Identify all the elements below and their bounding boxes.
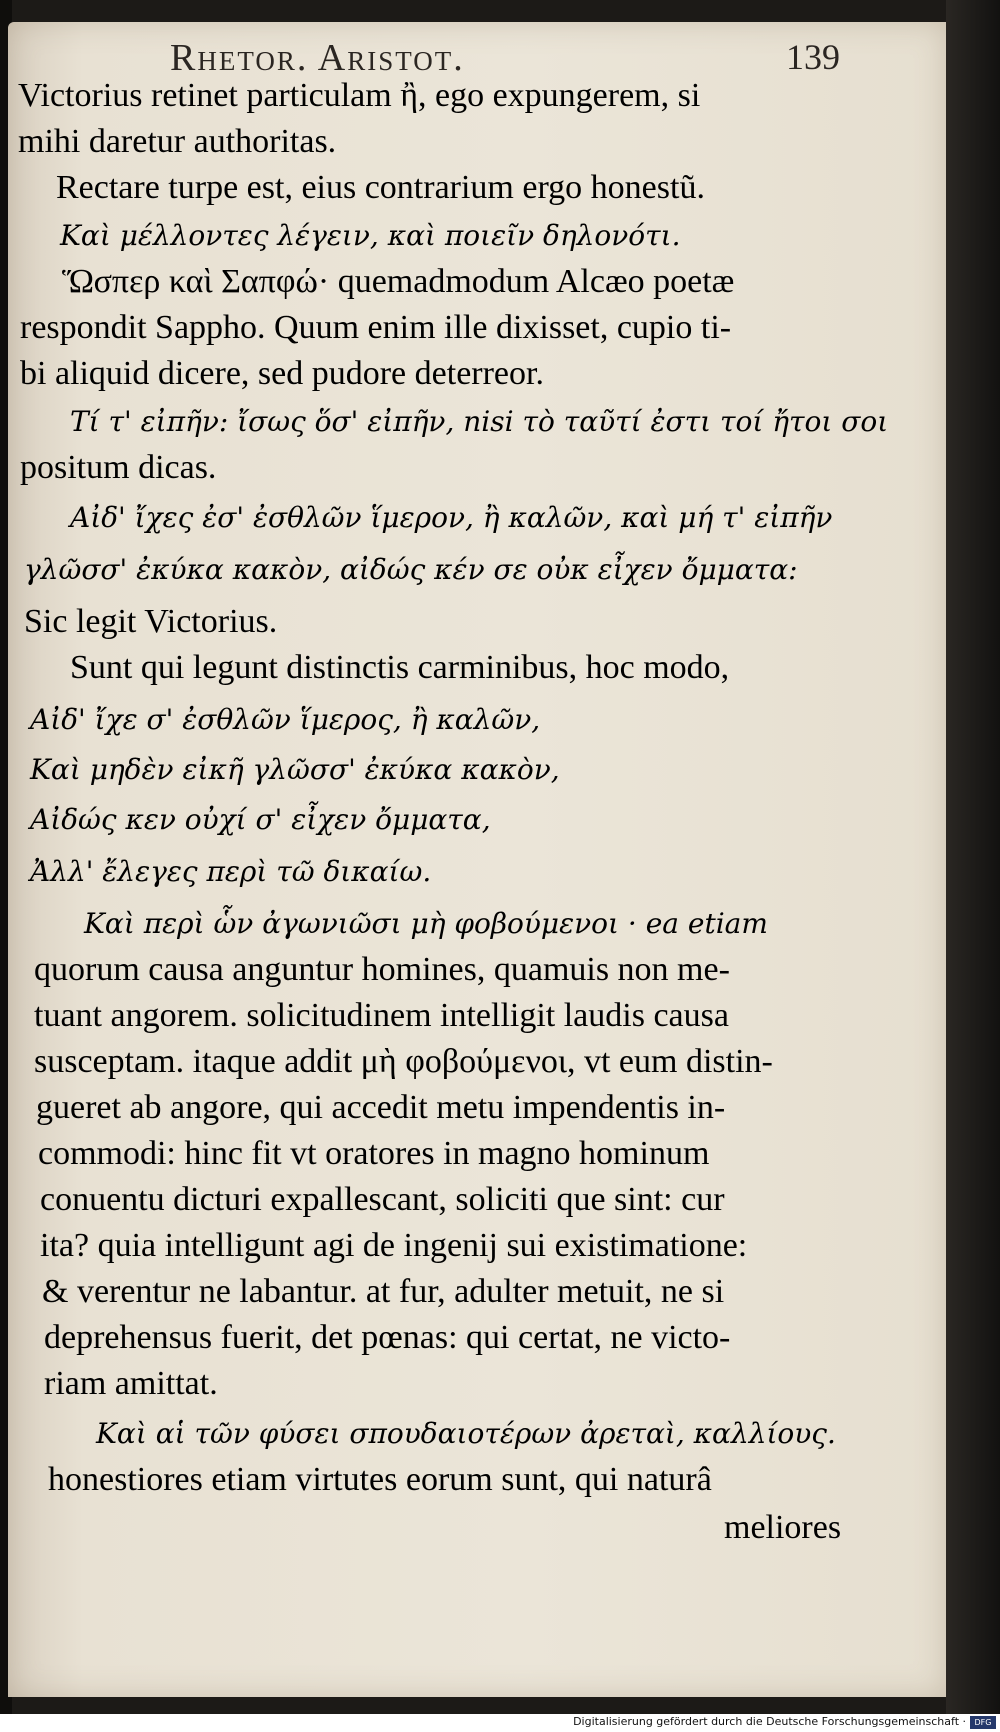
running-header (170, 36, 840, 80)
text-line: susceptam. itaque addit μὴ φοβούμενοι, vt eum distin- (34, 1043, 773, 1080)
dfg-logo: DFG (970, 1716, 996, 1729)
text-line: Sunt qui legunt distinctis carminibus, hoc modo, (70, 649, 730, 686)
text-line: commodi: hinc fit vt oratores in magno hominum (38, 1135, 710, 1172)
text-line: mihi daretur authoritas. (18, 123, 337, 160)
greek-line: γλῶσσ' ἐκύκα κακὸν, αἰδώς κέν σε οὐκ εἶχεν ὄμματα: (24, 553, 798, 586)
text-line: Sic legit Victorius. (24, 603, 278, 640)
scan-right-edge (946, 0, 1000, 1732)
funding-credit: Digitalisierung gefördert durch die Deutsche Forschungsgemeinschaft · (573, 1715, 966, 1728)
greek-verse-line: Αἰδ' ἴχε σ' ἐσθλῶν ἵμερος, ἢ καλῶν, (30, 703, 541, 736)
text-line: quorum causa anguntur homines, quamuis non me- (34, 951, 730, 988)
text-line: bi aliquid dicere, sed pudore deterreor. (20, 355, 544, 392)
text-line: & verentur ne labantur. at fur, adulter metuit, ne si (42, 1273, 725, 1310)
text-line: tuant angorem. solicitudinem intelligit laudis causa (34, 997, 729, 1034)
text-line: positum dicas. (20, 449, 217, 486)
text-line: Ὥσπερ καὶ Σαπφώ· quemadmodum Alcæo poetæ (62, 263, 735, 300)
catchword: meliores (724, 1509, 842, 1546)
greek-line: Καὶ αἱ τῶν φύσει σπουδαιοτέρων ἀρεταὶ, καλλίους. (96, 1417, 836, 1450)
page-number: 139 (786, 37, 840, 77)
text-line: ita? quia intelligunt agi de ingenij sui existimatione: (40, 1227, 748, 1264)
greek-verse-line: Ἀλλ' ἔλεγες περὶ τῶ δικαίω. (30, 855, 432, 888)
text-line: gueret ab angore, qui accedit metu impendentis in- (36, 1089, 726, 1126)
greek-line: Καὶ περὶ ὧν ἀγωνιῶσι μὴ φοβούμενοι · ea etiam (84, 907, 768, 940)
text-line: riam amittat. (44, 1365, 218, 1402)
text-line: Victorius retinet particulam ἢ, ego expungerem, si (18, 77, 701, 114)
running-title: Rhetor. Aristot. (170, 37, 465, 79)
greek-line: Καὶ μέλλοντες λέγειν, καὶ ποιεῖν δηλονότι. (60, 219, 681, 252)
text-line: respondit Sappho. Quum enim ille dixisset, cupio ti- (20, 309, 732, 346)
text-line: conuentu dicturi expallescant, soliciti que sint: cur (40, 1181, 725, 1218)
text-line: honestiores etiam virtutes eorum sunt, qui naturâ (48, 1461, 712, 1498)
text-line: Rectare turpe est, eius contrarium ergo honestũ. (56, 169, 705, 206)
text-line: deprehensus fuerit, det pœnas: qui certat, ne victo- (44, 1319, 731, 1356)
digitization-footer (0, 1714, 1000, 1732)
greek-line: Τί τ' εἰπῆν: ἴσως ὅσ' εἰπῆν, nisi τὸ ταῦτί ἐστι τοί ἤτοι σοι (70, 405, 889, 438)
greek-verse-line: Καὶ μηδὲν εἰκῆ γλῶσσ' ἐκύκα κακὸν, (30, 753, 560, 786)
greek-line: Αἰδ' ἴχες ἐσ' ἐσθλῶν ἵμερον, ἢ καλῶν, καὶ μή τ' εἰπῆν (70, 501, 833, 534)
greek-verse-line: Αἰδώς κεν οὐχί σ' εἶχεν ὄμματα, (30, 803, 491, 836)
